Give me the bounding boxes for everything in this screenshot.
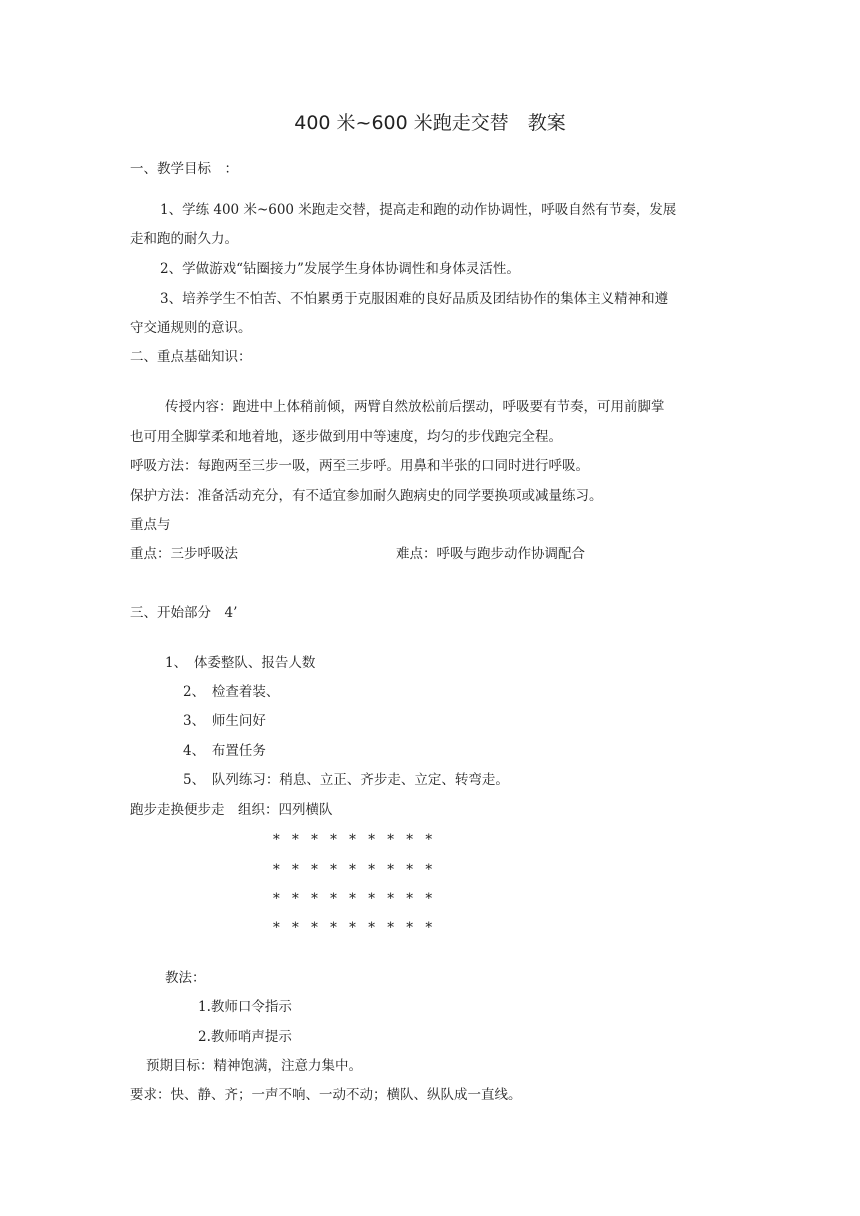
objective-item-3-cont: 守交通规则的意识。	[130, 320, 252, 336]
page-title: 400 米~600 米跑走交替 教案	[294, 112, 566, 134]
opening-step-3: 3、 师生问好	[183, 713, 266, 729]
objective-item-2: 2、学做游戏“钻圈接力”发展学生身体协调性和身体灵活性。	[160, 261, 520, 277]
key-knowledge-heading: 二、重点基础知识：	[130, 349, 252, 365]
method-item-2: 2.教师哨声提示	[198, 1029, 292, 1045]
objective-item-1-cont: 走和跑的耐久力。	[130, 231, 238, 247]
teaching-content-cont: 也可用全脚掌柔和地着地，逐步做到用中等速度，均匀的步伐跑完全程。	[130, 429, 562, 445]
formation-row-3: * * * * * * * * *	[273, 891, 437, 907]
protection-method: 保护方法：准备活动充分，有不适宜参加耐久跑病史的同学要换项或减量练习。	[130, 488, 603, 504]
formation-row-2: * * * * * * * * *	[273, 862, 437, 878]
breathing-method: 呼吸方法：每跑两至三步一吸，两至三步呼。用鼻和半张的口同时进行呼吸。	[130, 458, 589, 474]
opening-step-1: 1、 体委整队、报告人数	[165, 655, 316, 671]
objectives-heading: 一、教学目标 ：	[130, 161, 238, 177]
formation-row-4: * * * * * * * * *	[273, 920, 437, 936]
objective-item-1: 1、学练 400 米~600 米跑走交替，提高走和跑的动作协调性，呼吸自然有节奏，发展	[160, 202, 677, 218]
objective-item-3: 3、培养学生不怕苦、不怕累勇于克服困难的良好品质及团结协作的集体主义精神和遵	[160, 291, 669, 307]
focus-point: 重点：三步呼吸法	[130, 546, 238, 562]
difficulty-point: 难点：呼吸与跑步动作协调配合	[396, 546, 585, 562]
method-label: 教法：	[165, 970, 206, 986]
opening-step-5: 5、 队列练习：稍息、立正、齐步走、立定、转弯走。	[183, 772, 509, 788]
opening-heading: 三、开始部分 4’	[130, 605, 238, 621]
formation-label: 跑步走换便步走 组织：四列横队	[130, 802, 333, 818]
opening-step-2: 2、 检查着装、	[183, 684, 280, 700]
opening-step-4: 4、 布置任务	[183, 743, 266, 759]
focus-label: 重点与	[130, 517, 171, 533]
method-item-1: 1.教师口令指示	[198, 999, 292, 1015]
teaching-content: 传授内容：跑进中上体稍前倾，两臂自然放松前后摆动，呼吸要有节奏，可用前脚掌	[165, 399, 665, 415]
formation-row-1: * * * * * * * * *	[273, 832, 437, 848]
requirements: 要求：快、静、齐；一声不响、一动不动；横队、纵队成一直线。	[130, 1087, 522, 1103]
expected-goal: 预期目标：精神饱满，注意力集中。	[146, 1058, 362, 1074]
